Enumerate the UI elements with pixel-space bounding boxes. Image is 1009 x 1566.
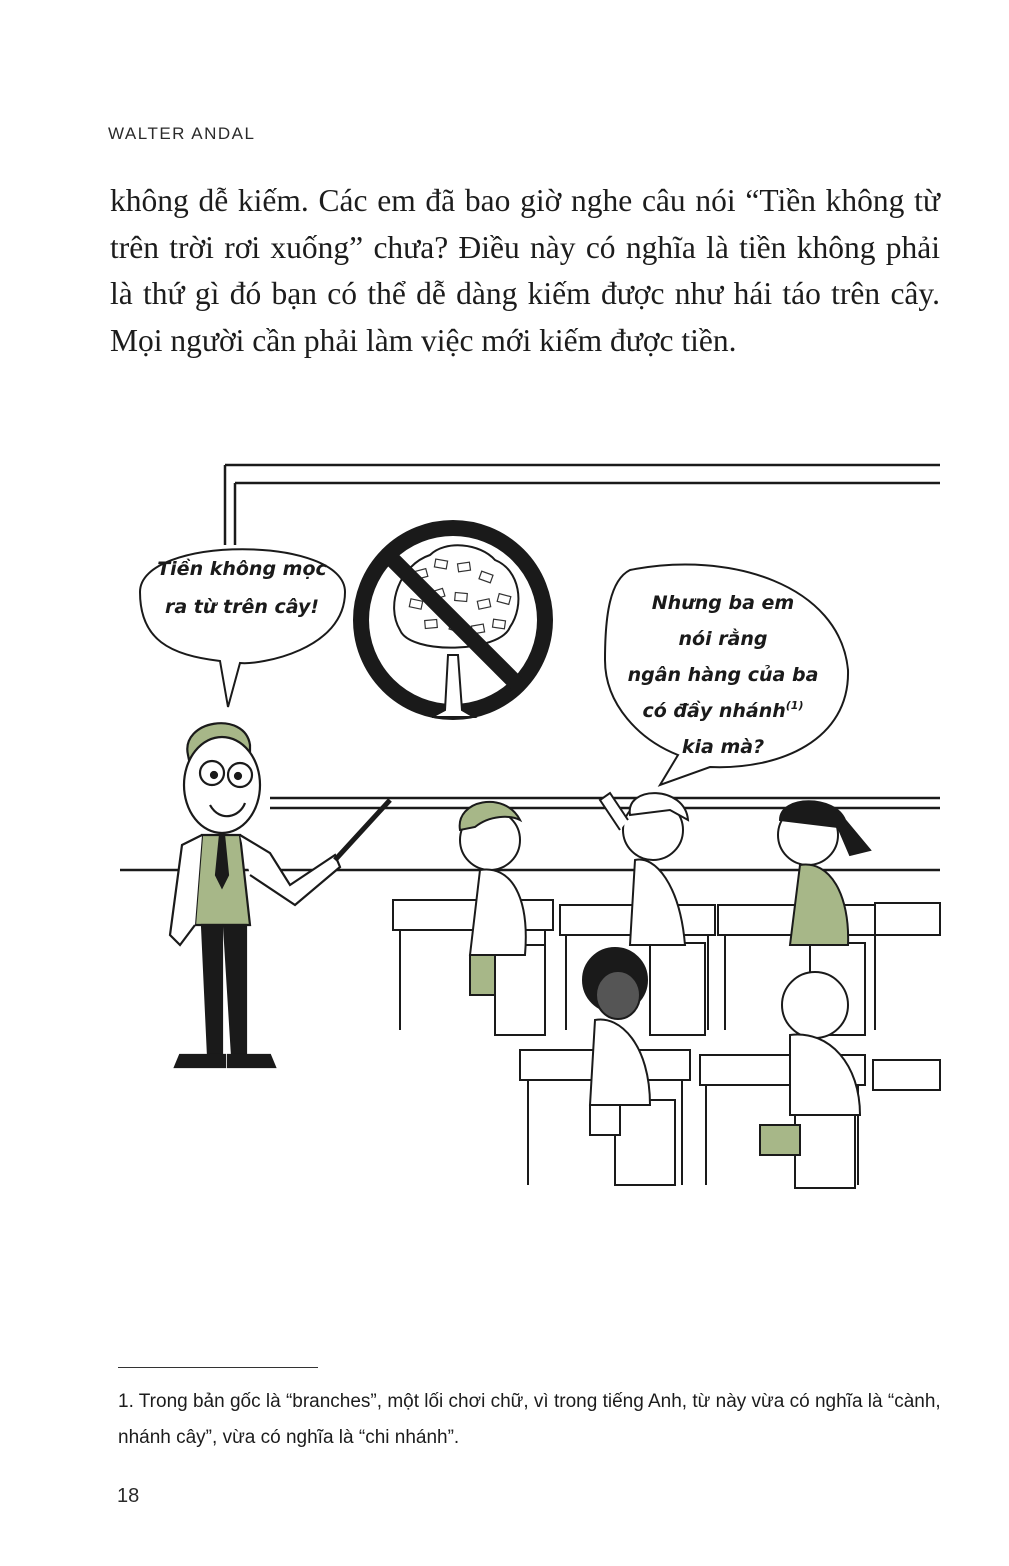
no-money-tree-sign — [361, 528, 545, 717]
teacher-speech-bubble — [140, 549, 345, 707]
footnote-mark: (1) — [785, 699, 804, 712]
footnote: 1. Trong bản gốc là “branches”, một lối chơi chữ, vì trong tiếng Anh, từ này vừa có nghĩa là “cành, nhánh cây”, vừa có nghĩa là “chi nhánh”. — [118, 1391, 941, 1448]
student-bubble-line3: ngân hàng của ba — [627, 664, 819, 686]
page-number: 18 — [117, 1485, 140, 1507]
running-header: WALTER ANDAL — [108, 124, 256, 143]
body-paragraph: không dễ kiếm. Các em đã bao giờ nghe câu nói “Tiền không từ trên trời rơi xuống” chưa? Điều này có nghĩa là tiền không phải là thứ gì đó bạn có thể dễ dàng kiếm được như hái táo trên cây. Mọi người cần phải làm việc mới kiếm được tiền. — [110, 183, 940, 358]
student-bubble-line2: nói rằng — [678, 628, 768, 650]
student-bubble-line1: Nhưng ba em — [651, 592, 795, 614]
student-bubble-line5: kia mà? — [681, 736, 765, 758]
teacher-figure — [170, 723, 390, 1067]
teacher-bubble-line2: ra từ trên cây! — [164, 596, 320, 618]
teacher-bubble-line1: Tiền không mọc — [157, 558, 327, 580]
classroom-illustration — [110, 455, 945, 1195]
footnote-divider — [118, 1367, 318, 1368]
student-bubble-line4: có đầy nhánh$^{(1)}$ — [642, 699, 804, 722]
student-speech-bubble — [605, 565, 848, 785]
